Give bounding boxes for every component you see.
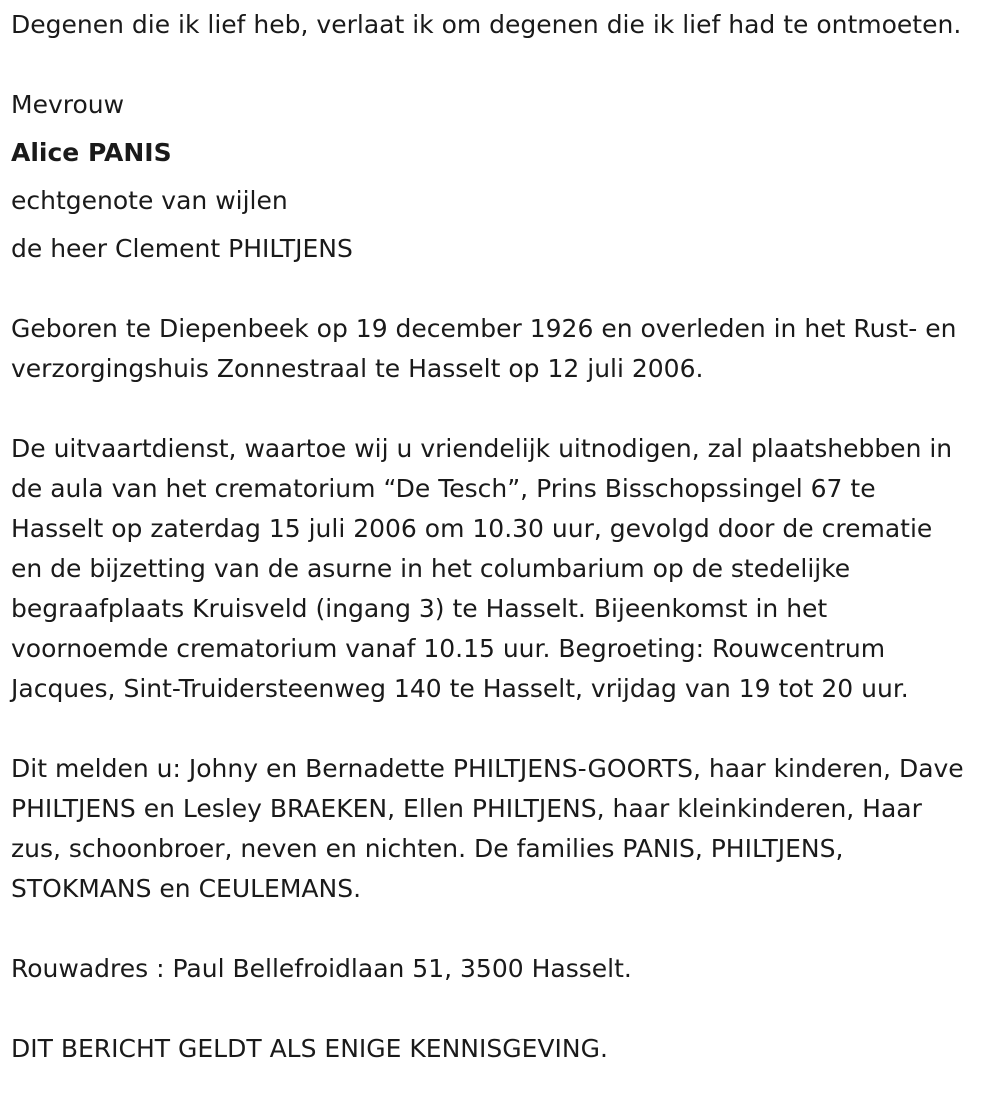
service-paragraph: De uitvaartdienst, waartoe wij u vriendelijk uitnodigen, zal plaatshebben in de aula van het crematorium “De Tesch”, Prins Bisschopssingel 67 te Hasselt op zaterdag 15 juli 2006 om 10.30 uur, gevolgd door de crematie en de bijzetting van de asurne in het columbarium op de stedelijke begraafplaats Kruisveld (ingang 3) te Hasselt. Bijeenkomst in het voornoemde crematorium vanaf 10.15 uur. Begroeting: Rouwcentrum Jacques, Sint-Truidersteenweg 140 te Hasselt, vrijdag van 19 tot 20 uur. <box>11 434 953 703</box>
spouse-line: de heer Clement PHILTJENS <box>11 234 353 263</box>
birth-death-paragraph: Geboren te Diepenbeek op 19 december 1926 en overleden in het Rust- en verzorgingshuis Zonnestraal te Hasselt op 12 juli 2006. <box>11 314 957 383</box>
relation-line: echtgenote van wijlen <box>11 186 288 215</box>
closing-line: DIT BERICHT GELDT ALS ENIGE KENNISGEVING. <box>11 1034 608 1063</box>
honorific: Mevrouw <box>11 90 125 119</box>
address-line: Rouwadres : Paul Bellefroidlaan 51, 3500 Hasselt. <box>11 954 632 983</box>
quote-paragraph: Degenen die ik lief heb, verlaat ik om degenen die ik lief had te ontmoeten. <box>11 10 962 39</box>
family-paragraph: Dit melden u: Johny en Bernadette PHILTJENS-GOORTS, haar kinderen, Dave PHILTJENS en Lesley BRAEKEN, Ellen PHILTJENS, haar kleinkinderen, Haar zus, schoonbroer, neven en nichten. De families PANIS, PHILTJENS, STOKMANS en CEULEMANS. <box>11 754 964 903</box>
deceased-name: Alice PANIS <box>11 138 172 167</box>
